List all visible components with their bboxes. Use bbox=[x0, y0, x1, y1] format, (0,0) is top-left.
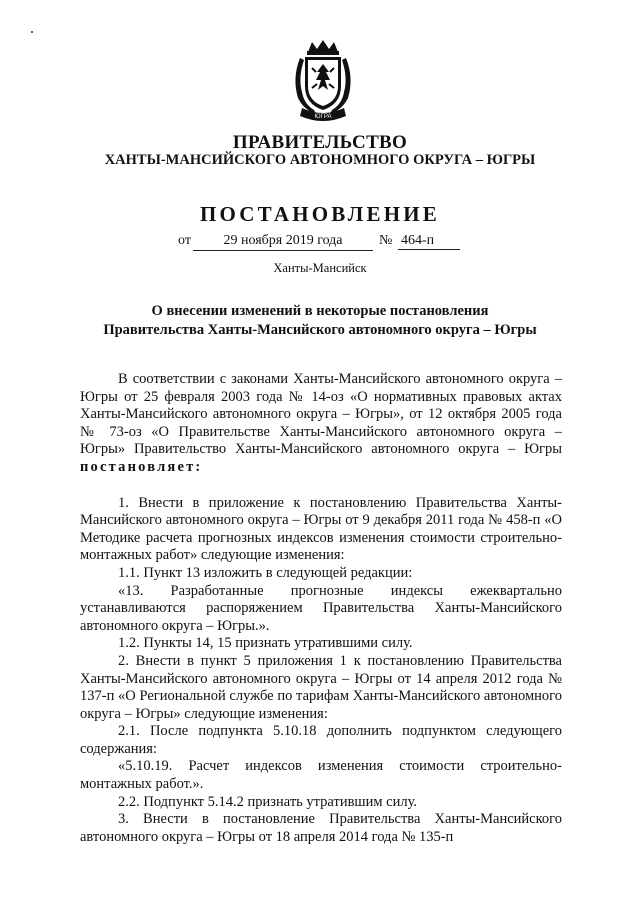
preamble-text: В соответствии с законами Ханты-Мансийского автономного округа – Югры от 25 февраля 2003 года № 14-оз «О нормативных правовых актах Ханты-Мансийского автономного округа – Югры», от 12 октября 2005 года № 73-оз «О Правительстве Ханты-Мансийского автономного округа – Югры» Правительство Ханты-Мансийского автономного округа – Югры bbox=[80, 371, 562, 458]
scan-speck bbox=[31, 31, 33, 33]
number-sign: № bbox=[379, 233, 393, 248]
document-number: 464-п bbox=[398, 233, 460, 250]
document-body bbox=[80, 371, 562, 846]
paragraph-2-1-quote: «5.10.19. Расчет индексов изменения стоимости строительно-монтажных работ.». bbox=[80, 758, 562, 793]
decree-colon: : bbox=[195, 458, 201, 475]
document-subject bbox=[0, 302, 640, 340]
paragraph-2-2: 2.2. Подпункт 5.14.2 признать утратившим силу. bbox=[118, 793, 418, 810]
paragraph-1-1-quote: «13. Разработанные прогнозные индексы ежеквартально устанавливаются распоряжением Правительства Ханты-Мансийского автономного округа – Югры.». bbox=[80, 582, 562, 634]
preamble-paragraph bbox=[80, 371, 562, 477]
paragraph-1-1: 1.1. Пункт 13 изложить в следующей редакции: bbox=[118, 564, 413, 581]
subject-line-1: О внесении изменений в некоторые постановления bbox=[151, 303, 489, 319]
paragraph-1: 1. Внести в приложение к постановлению Правительства Ханты-Мансийского автономного округа – Югры от 9 декабря 2011 года № 458-п «О Методике расчета прогнозных индексов изменения стоимости строительно-монтажных работ» следующие изменения: bbox=[80, 494, 562, 564]
government-title: ПРАВИТЕЛЬСТВО bbox=[232, 132, 408, 153]
document-date: 29 ноября 2019 года bbox=[193, 233, 373, 251]
subject-line-2: Правительства Ханты-Мансийского автономного округа – Югры bbox=[103, 322, 537, 338]
paragraph-2-1: 2.1. После подпункта 5.10.18 дополнить подпунктом следующего содержания: bbox=[80, 723, 562, 757]
paragraph-3: 3. Внести в постановление Правительства Ханты-Мансийского автономного округа – Югры от 18 апреля 2014 года № 135-п bbox=[80, 811, 562, 845]
emblem-caption: ЮГРА bbox=[314, 114, 332, 120]
document-type: ПОСТАНОВЛЕНИЕ bbox=[199, 202, 441, 226]
document-city: Ханты-Мансийск bbox=[273, 261, 367, 275]
decree-word: постановляет bbox=[80, 458, 196, 475]
government-subtitle: ХАНТЫ-МАНСИЙСКОГО АВТОНОМНОГО ОКРУГА – ЮГРЫ bbox=[104, 152, 536, 168]
date-prefix: от bbox=[178, 233, 191, 248]
paragraph-2: 2. Внести в пункт 5 приложения 1 к постановлению Правительства Ханты-Мансийского автономного округа – Югры от 14 апреля 2012 года № 137-п «О Региональной службе по тарифам Ханты-Мансийского автономного округа – Югры» следующие изменения: bbox=[80, 652, 562, 722]
paragraph-1-2: 1.2. Пункты 14, 15 признать утратившими силу. bbox=[118, 635, 413, 652]
paragraph-gap bbox=[80, 477, 562, 495]
coat-of-arms-emblem bbox=[290, 38, 356, 122]
